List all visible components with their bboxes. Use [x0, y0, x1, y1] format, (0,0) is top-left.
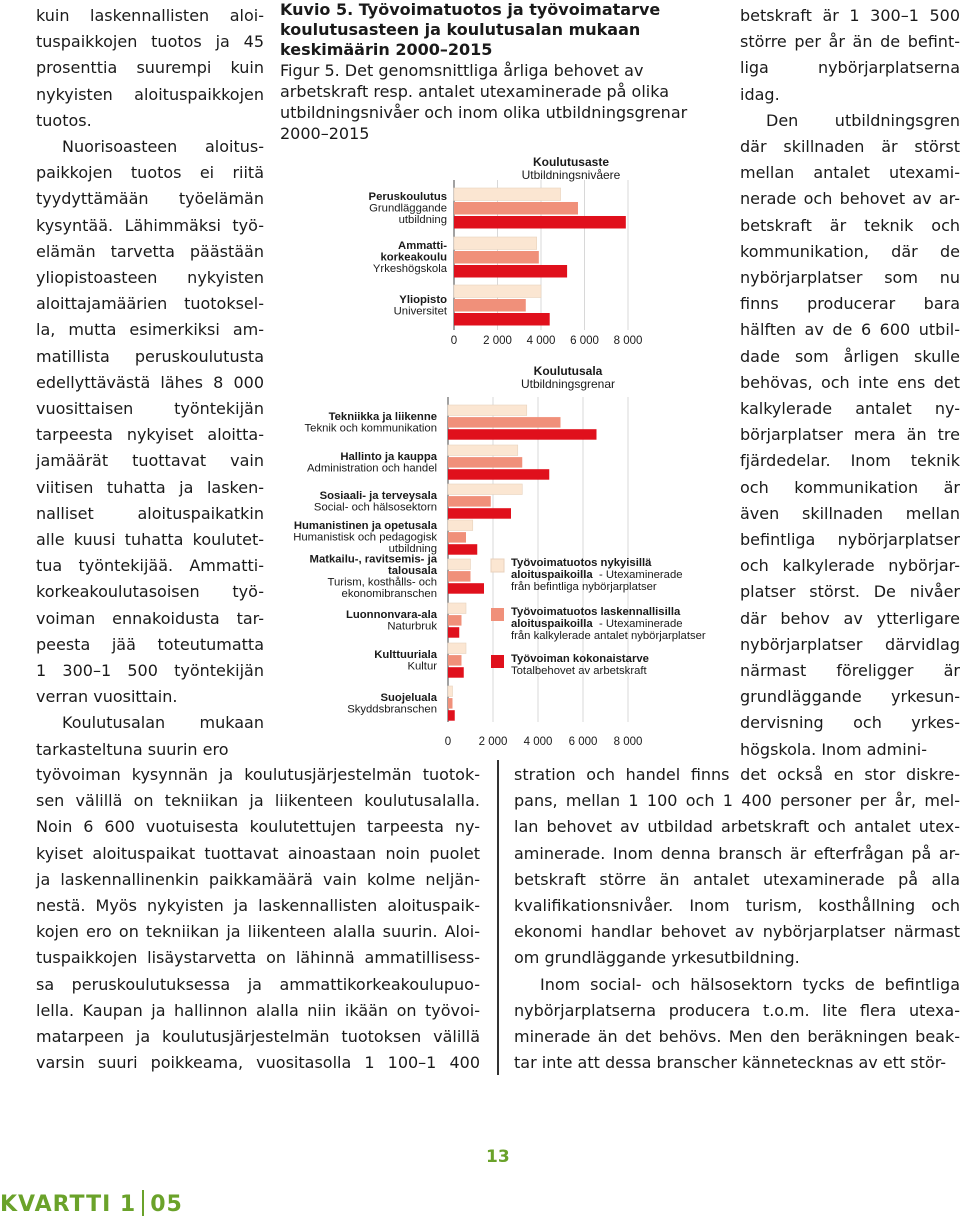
legend-label: aloituspaikoilla [511, 618, 593, 630]
text-line: nestä. Myös nykyisten ja laskennallisten aloituspaik- [36, 896, 480, 916]
bar [448, 429, 597, 440]
text-line: nalliset aloituspaikatkin [36, 503, 264, 523]
text-line: työvoiman kysynnän ja koulutusjärjestelmän tuotok- [36, 765, 480, 784]
bar [448, 627, 459, 638]
bar [448, 571, 471, 582]
category-label: Ammatti- [398, 240, 447, 252]
text-line: edellyttävästä lähes 8 000 [36, 372, 264, 392]
text-line: minerade än det behövs. Men den beräkningen beak- [514, 1027, 960, 1047]
text-line: prosenttia suurempi kuin [36, 58, 264, 78]
text-line: mellan antalet utexami- [740, 163, 960, 183]
text-line: pans, mellan 1 100 och 1 400 personer per år, mel- [514, 791, 960, 811]
text-line: kysyntää. Lähimmäksi työ- [36, 215, 264, 235]
legend-label: från kalkylerade antalet nybörjarplatser [511, 630, 706, 642]
text-line: ja laskennallinenkin paikkamäärä vain kolme neljän- [36, 869, 480, 889]
x-tick-label: 6 000 [570, 335, 599, 347]
bar [448, 496, 491, 507]
category-label: Luonnonvara-ala [345, 608, 437, 621]
bottom-right-text [514, 762, 960, 1076]
text-line: matarpeen ja koulutusjärjestelmän tuotoksen välillä [36, 1027, 480, 1047]
legend-label: aloituspaikoilla [511, 569, 593, 581]
text-line: högskola. Inom admini- [740, 739, 927, 759]
text-line: verran vuosittain. [36, 687, 178, 707]
category-label: Skyddsbranschen [347, 703, 437, 716]
text-line: betskraft större än antalet utexaminerade på alla [514, 869, 960, 889]
category-label: talousala [388, 564, 437, 577]
text-line: varsin suuri poikkeama, vuositasolla 1 100–1 400 [36, 1053, 480, 1073]
text-line: tuotos. [36, 110, 92, 130]
text-line: betskraft är teknik och [740, 215, 960, 235]
category-label: Matkailu-, ravitsemis- ja [309, 553, 437, 566]
category-label: Suojeluala [380, 691, 437, 704]
text-line: finns producerar bara [740, 294, 960, 314]
legend-swatch [491, 655, 504, 668]
x-tick-label: 6 000 [568, 736, 598, 748]
x-tick-label: 2 000 [478, 736, 508, 748]
text-line: och kommunikation är [740, 477, 960, 497]
text-line: kalkylerade antalet ny- [740, 399, 960, 419]
category-label: Yrkeshögskola [372, 263, 447, 275]
figure-subtitle-line: arbetskraft resp. antalet utexaminerade på olika [280, 82, 670, 101]
text-line: nybörjarplatserna producera t.o.m. lite flera utexa- [514, 1000, 960, 1020]
bar [448, 544, 477, 555]
footer-separator [142, 1190, 144, 1216]
text-line: tuspaikkojen lisäystarvetta on lähinnä ammatillisess- [36, 948, 480, 968]
text-line: matillista peruskoulutusta [36, 346, 264, 366]
text-line: kuin laskennallisten aloi- [36, 6, 264, 25]
text-line: kvalifikationsnivåer. Inom turism, kosthållning och [514, 896, 960, 916]
x-tick-label: 4 000 [523, 736, 553, 748]
text-line: korkeakoulutasoisen työ- [36, 582, 264, 602]
text-line: vuosittaisen työntekijän [36, 399, 264, 419]
x-tick-label: 4 000 [526, 335, 556, 347]
bar [448, 655, 462, 666]
bar [448, 457, 522, 468]
figure-title-line: Kuvio 5. Työvoimatuotos ja työvoimatarve [280, 0, 661, 19]
text-line: liga nybörjarplatserna [740, 58, 960, 78]
category-label: utbildning [388, 543, 437, 556]
category-label: Kulttuuriala [374, 648, 437, 661]
text-line: tarpeesta nykyiset aloitta- [36, 425, 264, 445]
legend-label: från befintliga nybörjarplatser [511, 581, 657, 593]
text-line: behövas, och inte ens det [740, 372, 960, 392]
bar [448, 583, 484, 594]
text-line: tarkasteltuna suurin ero [36, 739, 229, 759]
category-label: ekonomibranschen [341, 587, 437, 600]
text-line: ekonomi handlar behovet av nybörjarplatser närmast [514, 922, 960, 942]
chart-title: Koulutusaste [532, 155, 610, 169]
text-line: hälften av de 6 600 utbil- [740, 320, 960, 340]
text-line: lan behovet av utbildad arbetskraft och antalet utex- [514, 817, 960, 837]
text-line: viitisen tuhatta ja lasken- [36, 477, 264, 497]
text-line: tua työntekijää. Ammatti- [36, 556, 264, 576]
x-tick-label: 8 000 [613, 335, 643, 347]
footer-issue: 05 [150, 1192, 183, 1217]
bar [454, 202, 578, 215]
bar [454, 251, 539, 264]
legend-label: Totalbehovet av arbetskraft [511, 665, 647, 677]
bar [454, 285, 541, 298]
text-line: tyydyttämään työelämän [36, 189, 264, 209]
figure-subtitle-line: Figur 5. Det genomsnittliga årliga behovet av [280, 61, 644, 80]
bar [448, 698, 453, 709]
text-line: och kalkylerade nybörjar- [740, 556, 960, 576]
text-line: sen välillä on tekniikan ja liikenteen koulutusalalla. [36, 791, 480, 811]
category-label: Humanistisk och pedagogisk [293, 531, 437, 544]
x-tick-label: 8 000 [613, 736, 643, 748]
text-line: Nuorisoasteen aloitus- [62, 137, 264, 157]
category-label: Tekniikka ja liikenne [328, 410, 437, 423]
footer-brand [0, 1190, 183, 1217]
x-tick-label: 0 [444, 736, 452, 748]
chart-subtitle: Utbildningsgrenar [520, 377, 616, 391]
text-line: grundläggande yrkesun- [740, 687, 960, 707]
category-label: Administration och handel [307, 462, 437, 475]
bar [448, 710, 455, 721]
text-line: kyiset aloituspaikat tuottavat ainoastaan noin puolet [36, 843, 480, 863]
bar [454, 299, 526, 312]
text-line: Koulutusalan mukaan [62, 713, 264, 733]
category-label: Kultur [407, 660, 437, 673]
chart-subtitle: Utbildningsnivåere [521, 168, 621, 182]
bar [448, 667, 464, 678]
text-line: befintliga nybörjarplatser [740, 530, 960, 550]
text-line: dade som årligen skulle [740, 346, 960, 366]
bar [448, 615, 462, 626]
text-line: idag. [740, 84, 780, 104]
category-label: Peruskoulutus [368, 191, 447, 203]
bar [448, 559, 471, 570]
bar [448, 445, 518, 456]
text-line: alle kuusi tuhatta koulutet- [36, 530, 264, 550]
bar [448, 686, 453, 697]
bar [454, 265, 567, 278]
bar [454, 237, 537, 250]
text-line: 1 300–1 500 työntekijän [36, 661, 264, 681]
legend-swatch [491, 559, 504, 572]
bar [448, 508, 511, 519]
text-line: Noin 6 600 vuotuisesta koulutettujen tarpeesta ny- [36, 817, 480, 837]
bottom-left-text [36, 762, 480, 1076]
text-line: större per år än de befint- [740, 32, 960, 52]
text-line: dervisning och yrkes- [740, 713, 960, 733]
bar [448, 417, 561, 428]
text-line: jamäärät tuottavat vain [36, 451, 264, 471]
text-line: fjärdedelar. Inom teknik [740, 451, 960, 471]
text-line: där behov av ytterligare [740, 608, 960, 628]
bar [448, 484, 522, 495]
legend-label: Työvoiman kokonaistarve [511, 653, 649, 665]
bar [448, 405, 527, 416]
bar [448, 532, 466, 543]
bar [448, 643, 466, 654]
legend-swatch [491, 608, 504, 621]
category-label: Sosiaali- ja terveysala [319, 489, 437, 502]
text-line: paikkojen tuotos ei riitä [36, 163, 264, 183]
bar [454, 313, 550, 326]
text-line: nykyisten aloituspaikkojen [36, 84, 264, 104]
figure-title-line: keskimäärin 2000–2015 [280, 40, 493, 59]
text-line: sa peruskoulutuksessa ja ammattikorkeakoulupuo- [36, 974, 480, 994]
text-line: lella. Kaupan ja hallinnon alalla niin ikään on työvoi- [36, 1000, 480, 1020]
text-line: nybörjarplatser därvidlag [740, 634, 960, 654]
text-line: tuspaikkojen tuotos ja 45 [36, 32, 264, 52]
bar [448, 469, 549, 480]
category-label: Naturbruk [387, 620, 437, 633]
text-line: aminerade. Inom denna bransch är efterfrågan på ar- [514, 843, 960, 863]
figure-subtitle-line: 2000–2015 [280, 124, 370, 143]
bar [454, 216, 626, 229]
category-label: Grundläggande [369, 202, 447, 215]
text-line: närmast föreligger är [740, 661, 960, 681]
bar [448, 603, 466, 614]
text-line: aloittajamäärien tuotoksel- [36, 294, 264, 314]
text-line: nybörjarplatser som nu [740, 268, 960, 288]
text-line: kojen ero on tekniikan ja liikenteen alalla suurin. Aloi- [36, 922, 480, 942]
category-label: Turism, kosthålls- och [327, 576, 437, 589]
text-line: Den utbildningsgren [766, 110, 960, 130]
category-label: utbildning [398, 214, 447, 226]
text-line: peesta jää toteutumatta [36, 634, 264, 654]
legend-label: Työvoimatuotos nykyisillä [511, 557, 652, 569]
category-label: Universitet [393, 305, 447, 318]
text-line: la, mutta esimerkiksi am- [36, 320, 264, 340]
text-line: betskraft är 1 300–1 500 [740, 6, 960, 25]
bar [454, 188, 561, 201]
legend-label: - Utexaminerade [599, 618, 683, 630]
text-line: Inom social- och hälsosektorn tycks de befintliga [540, 974, 960, 994]
category-label: Social- och hälsosektorn [313, 501, 437, 514]
text-line: om grundläggande yrkesutbildning. [514, 948, 800, 968]
chart-title: Koulutusala [533, 364, 603, 378]
text-line: voiman ennakoidusta tar- [36, 608, 264, 628]
text-line: kommunikation, där de [740, 241, 960, 261]
legend-label: - Utexaminerade [599, 569, 683, 581]
category-label: korkeakoulu [380, 251, 447, 264]
text-line: även skillnaden mellan [740, 503, 960, 523]
legend-label: Työvoimatuotos laskennallisilla [511, 606, 681, 618]
text-line: tar inte att dessa branscher kännetecknas av ett stör- [514, 1053, 947, 1073]
text-line: börjarplatser mera än tre [740, 425, 960, 445]
text-line: platser störst. De nivåer [740, 582, 960, 602]
x-tick-label: 2 000 [483, 335, 512, 347]
text-line: elämän tarvetta päästään [36, 241, 264, 261]
category-label: Teknik och kommunikation [304, 422, 437, 435]
text-line: stration och handel finns det också en stor diskre- [514, 765, 960, 784]
category-label: Yliopisto [399, 293, 447, 306]
text-line: där skillnaden är störst [740, 137, 960, 157]
figure-subtitle-line: utbildningsnivåer och inom olika utbildningsgrenar [280, 103, 688, 122]
category-label: Hallinto ja kauppa [340, 450, 437, 463]
page-number: 13 [486, 1147, 510, 1167]
figure-title-line: koulutusasteen ja koulutusalan mukaan [280, 20, 641, 39]
footer-brand-name: KVARTTI 1 [0, 1192, 137, 1217]
text-line: nerade och behovet av ar- [740, 189, 960, 209]
bar [448, 520, 473, 531]
column-divider [497, 760, 499, 1075]
text-line: yliopistoasteen nykyisten [36, 268, 264, 288]
category-label: Humanistinen ja opetusala [293, 520, 437, 533]
x-tick-label: 0 [450, 335, 458, 347]
